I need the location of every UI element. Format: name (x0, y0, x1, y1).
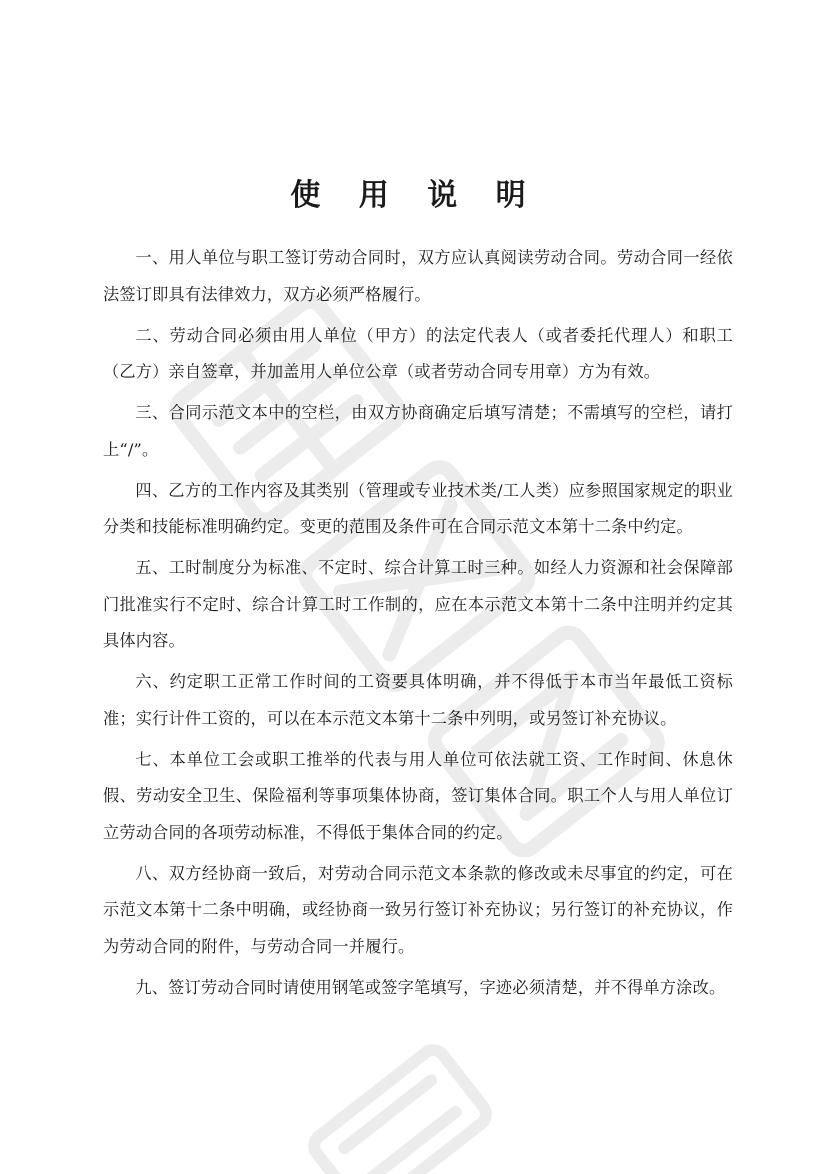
paragraph-2: 二、劳动合同必须由用人单位（甲方）的法定代表人（或者委托代理人）和职工（乙方）亲自签章，并加盖用人单位公章（或者劳动合同专用章）方为有效。 (103, 325, 733, 381)
paragraph-4: 四、乙方的工作内容及其类别（管理或专业技术类/工人类）应参照国家规定的职业分类和技能标准明确约定。变更的范围及条件可在合同示范文本第十二条中约定。 (103, 480, 733, 536)
paragraph-3: 三、合同示范文本中的空栏，由双方协商确定后填写清楚；不需填写的空栏，请打上“/”。 (103, 403, 733, 459)
watermark-graphic-bottom (284, 1021, 515, 1174)
paragraph-5: 五、工时制度分为标准、不定时、综合计算工时三种。如经人力资源和社会保障部门批准实行不定时、综合计算工时工作制的，应在本示范文本第十二条中注明并约定其具体内容。 (103, 558, 733, 650)
paragraph-7: 七、本单位工会或职工推举的代表与用人单位可依法就工资、工作时间、休息休假、劳动安全卫生、保险福利等事项集体协商，签订集体合同。职工个人与用人单位订立劳动合同的各项劳动标准，不得低于集体合同的约定。 (103, 749, 733, 842)
paragraph-6: 六、约定职工正常工作时间的工资要具体明确，并不得低于本市当年最低工资标准；实行计件工资的，可以在本示范文本第十二条中列明，或另签订补充协议。 (103, 672, 733, 728)
paragraph-8: 八、双方经协商一致后，对劳动合同示范文本条款的修改或未尽事宜的约定，可在示范文本第十二条中明确，或经协商一致另行签订补充协议；另行签订的补充协议，作为劳动合同的附件，与劳动合同一并履行。 (103, 863, 733, 956)
paragraph-9: 九、签订劳动合同时请使用钢笔或签字笔填写，字迹必须清楚，并不得单方涂改。 (135, 977, 726, 997)
instructions-body (103, 240, 733, 1006)
page-title: 使 用 说 明 (290, 178, 540, 213)
paragraph-1: 一、用人单位与职工签订劳动合同时，双方应认真阅读劳动合同。劳动合同一经依法签订即具有法律效力，双方必须严格履行。 (103, 248, 733, 304)
